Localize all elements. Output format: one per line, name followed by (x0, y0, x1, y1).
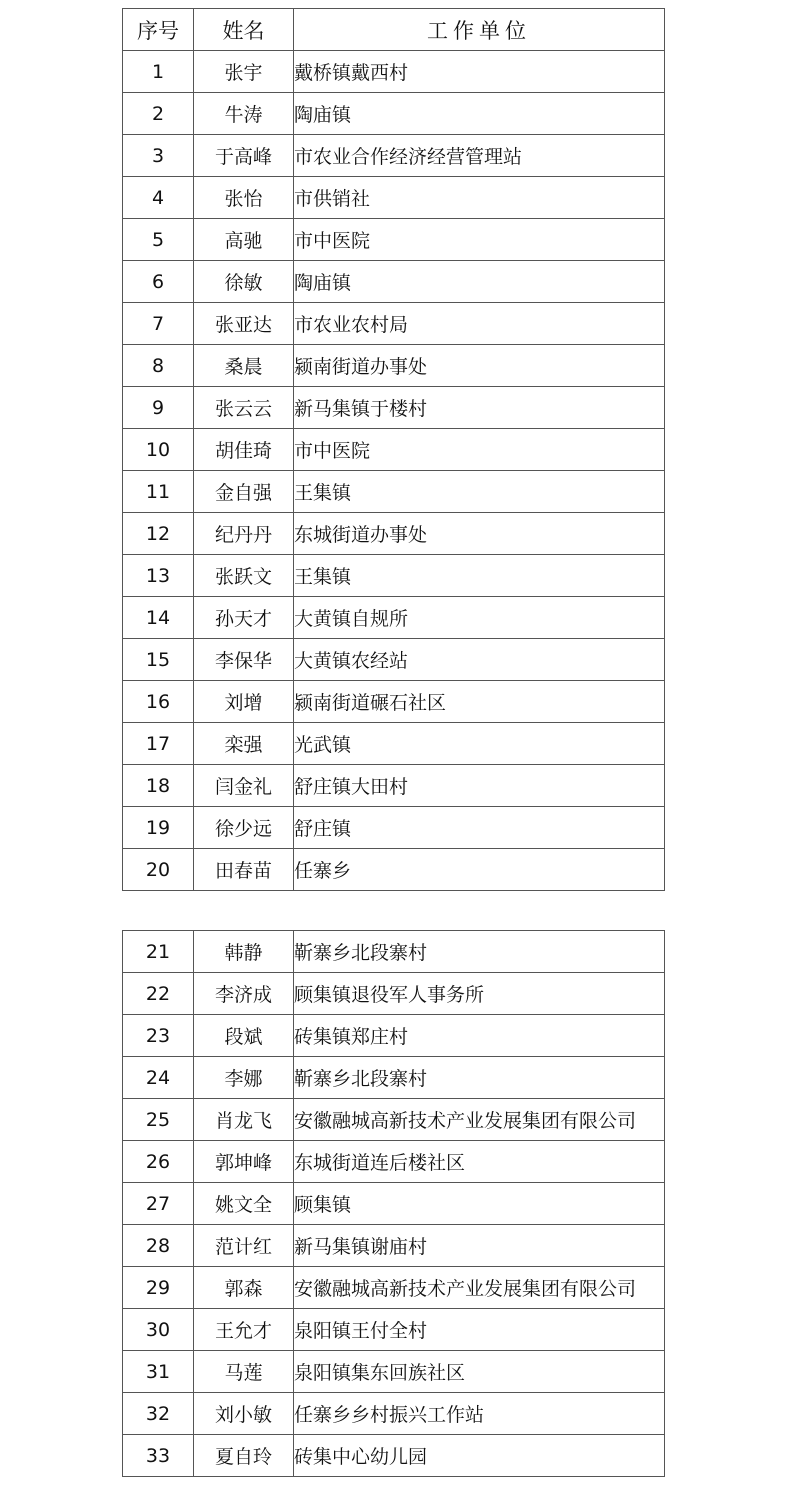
row-name: 胡佳琦 (194, 429, 294, 471)
row-unit: 市中医院 (294, 429, 665, 471)
table-row (123, 765, 665, 807)
row-number: 20 (123, 849, 194, 891)
row-unit: 戴桥镇戴西村 (294, 51, 665, 93)
table-row (123, 1309, 665, 1351)
row-unit: 顾集镇退役军人事务所 (294, 973, 665, 1015)
row-unit: 大黄镇自规所 (294, 597, 665, 639)
row-unit: 市中医院 (294, 219, 665, 261)
row-number: 30 (123, 1309, 194, 1351)
row-number: 4 (123, 177, 194, 219)
roster-table-page-1 (122, 8, 665, 891)
row-number: 24 (123, 1057, 194, 1099)
row-unit: 市供销社 (294, 177, 665, 219)
row-name: 韩静 (194, 931, 294, 973)
header-name: 姓名 (194, 9, 294, 51)
row-number: 18 (123, 765, 194, 807)
row-number: 21 (123, 931, 194, 973)
table-row (123, 177, 665, 219)
table-row (123, 345, 665, 387)
row-number: 25 (123, 1099, 194, 1141)
table-row (123, 973, 665, 1015)
table-row (123, 1393, 665, 1435)
row-name: 姚文全 (194, 1183, 294, 1225)
table-row (123, 555, 665, 597)
row-unit: 砖集镇郑庄村 (294, 1015, 665, 1057)
row-name: 郭坤峰 (194, 1141, 294, 1183)
row-number: 2 (123, 93, 194, 135)
table-row (123, 93, 665, 135)
header-unit: 工作单位 (294, 9, 665, 51)
table-row (123, 1435, 665, 1477)
row-number: 11 (123, 471, 194, 513)
row-number: 26 (123, 1141, 194, 1183)
row-number: 16 (123, 681, 194, 723)
row-name: 于高峰 (194, 135, 294, 177)
row-number: 13 (123, 555, 194, 597)
row-unit: 大黄镇农经站 (294, 639, 665, 681)
table-row (123, 1225, 665, 1267)
table-row (123, 219, 665, 261)
table-row (123, 1267, 665, 1309)
row-name: 高驰 (194, 219, 294, 261)
table-row (123, 597, 665, 639)
row-name: 李保华 (194, 639, 294, 681)
row-name: 纪丹丹 (194, 513, 294, 555)
row-number: 33 (123, 1435, 194, 1477)
row-name: 张跃文 (194, 555, 294, 597)
row-unit: 新马集镇谢庙村 (294, 1225, 665, 1267)
row-unit: 新马集镇于楼村 (294, 387, 665, 429)
row-unit: 王集镇 (294, 471, 665, 513)
header-number: 序号 (123, 9, 194, 51)
table-row (123, 303, 665, 345)
roster-body-page-1 (123, 51, 665, 891)
row-unit: 任寨乡 (294, 849, 665, 891)
table-row (123, 681, 665, 723)
row-unit: 舒庄镇大田村 (294, 765, 665, 807)
row-number: 28 (123, 1225, 194, 1267)
row-unit: 靳寨乡北段寨村 (294, 1057, 665, 1099)
roster-table-page-2 (122, 930, 665, 1477)
row-name: 范计红 (194, 1225, 294, 1267)
row-unit: 东城街道连后楼社区 (294, 1141, 665, 1183)
row-unit: 光武镇 (294, 723, 665, 765)
row-number: 7 (123, 303, 194, 345)
row-name: 金自强 (194, 471, 294, 513)
row-unit: 陶庙镇 (294, 93, 665, 135)
row-unit: 顾集镇 (294, 1183, 665, 1225)
row-number: 3 (123, 135, 194, 177)
row-number: 17 (123, 723, 194, 765)
table-row (123, 513, 665, 555)
row-number: 8 (123, 345, 194, 387)
row-number: 22 (123, 973, 194, 1015)
row-number: 29 (123, 1267, 194, 1309)
row-number: 12 (123, 513, 194, 555)
row-number: 15 (123, 639, 194, 681)
row-number: 10 (123, 429, 194, 471)
row-number: 23 (123, 1015, 194, 1057)
row-unit: 王集镇 (294, 555, 665, 597)
row-unit: 东城街道办事处 (294, 513, 665, 555)
row-name: 田春苗 (194, 849, 294, 891)
row-name: 徐少远 (194, 807, 294, 849)
row-number: 14 (123, 597, 194, 639)
row-number: 31 (123, 1351, 194, 1393)
row-name: 郭森 (194, 1267, 294, 1309)
table-row (123, 1183, 665, 1225)
table-row (123, 261, 665, 303)
table-row (123, 639, 665, 681)
table-row (123, 429, 665, 471)
row-name: 夏自玲 (194, 1435, 294, 1477)
table-row (123, 387, 665, 429)
table-row (123, 1351, 665, 1393)
row-name: 牛涛 (194, 93, 294, 135)
table-row (123, 1057, 665, 1099)
table-row (123, 471, 665, 513)
row-unit: 泉阳镇集东回族社区 (294, 1351, 665, 1393)
row-unit: 泉阳镇王付全村 (294, 1309, 665, 1351)
row-unit: 安徽融城高新技术产业发展集团有限公司 (294, 1267, 665, 1309)
table-row (123, 1099, 665, 1141)
table-row (123, 1141, 665, 1183)
row-name: 李娜 (194, 1057, 294, 1099)
row-unit: 舒庄镇 (294, 807, 665, 849)
roster-body-page-2 (123, 931, 665, 1477)
row-name: 刘增 (194, 681, 294, 723)
row-unit: 安徽融城高新技术产业发展集团有限公司 (294, 1099, 665, 1141)
row-name: 马莲 (194, 1351, 294, 1393)
row-unit: 砖集中心幼儿园 (294, 1435, 665, 1477)
row-unit: 市农业农村局 (294, 303, 665, 345)
row-name: 栾强 (194, 723, 294, 765)
row-name: 孙天才 (194, 597, 294, 639)
row-number: 19 (123, 807, 194, 849)
table-row (123, 807, 665, 849)
row-unit: 颍南街道碾石社区 (294, 681, 665, 723)
row-number: 6 (123, 261, 194, 303)
table-row (123, 931, 665, 973)
row-name: 李济成 (194, 973, 294, 1015)
row-unit: 陶庙镇 (294, 261, 665, 303)
row-number: 1 (123, 51, 194, 93)
table-row (123, 135, 665, 177)
row-name: 桑晨 (194, 345, 294, 387)
row-unit: 颍南街道办事处 (294, 345, 665, 387)
row-unit: 靳寨乡北段寨村 (294, 931, 665, 973)
table-row (123, 849, 665, 891)
row-name: 王允才 (194, 1309, 294, 1351)
row-name: 徐敏 (194, 261, 294, 303)
row-name: 刘小敏 (194, 1393, 294, 1435)
row-number: 5 (123, 219, 194, 261)
row-unit: 任寨乡乡村振兴工作站 (294, 1393, 665, 1435)
row-name: 闫金礼 (194, 765, 294, 807)
row-name: 张云云 (194, 387, 294, 429)
table-row (123, 51, 665, 93)
row-unit: 市农业合作经济经营管理站 (294, 135, 665, 177)
row-name: 肖龙飞 (194, 1099, 294, 1141)
table-row (123, 1015, 665, 1057)
row-name: 张怡 (194, 177, 294, 219)
header-row (123, 9, 665, 51)
row-number: 27 (123, 1183, 194, 1225)
table-row (123, 723, 665, 765)
row-number: 9 (123, 387, 194, 429)
row-name: 张宇 (194, 51, 294, 93)
row-number: 32 (123, 1393, 194, 1435)
row-name: 段斌 (194, 1015, 294, 1057)
row-name: 张亚达 (194, 303, 294, 345)
